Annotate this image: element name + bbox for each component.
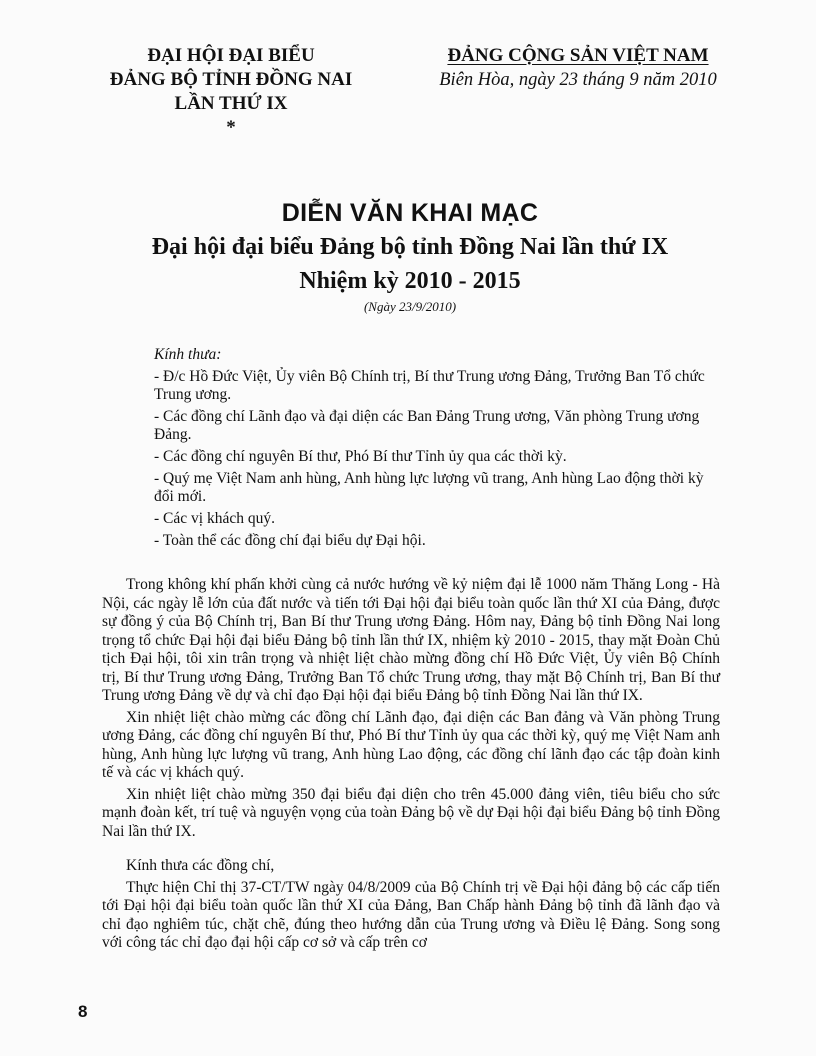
greeting-item: - Đ/c Hồ Đức Việt, Ủy viên Bộ Chính trị, Bí thư Trung ương Đảng, Trưởng Ban Tổ chức Trung ương. <box>154 368 705 403</box>
place-date: Biên Hòa, ngày 23 tháng 9 năm 2010 <box>439 70 717 90</box>
body-paragraph: Thực hiện Chỉ thị 37-CT/TW ngày 04/8/2009 của Bộ Chính trị về Đại hội đảng bộ các cấp tiến tới Đại hội đại biểu toàn quốc lần thứ XI của Đảng, Ban Chấp hành Đảng bộ tỉnh đã lãnh đạo và chỉ đạo nghiêm túc, chặt chẽ, đúng theo hướng dẫn của Trung ương và Điều lệ Đảng. Song song với công tác chỉ đạo đại hội cấp cơ sở và cấp trên cơ <box>102 878 720 951</box>
greeting-item: - Các đồng chí Lãnh đạo và đại diện các Ban Đảng Trung ương, Văn phòng Trung ương Đảng. <box>154 408 700 443</box>
greeting-item: - Quý mẹ Việt Nam anh hùng, Anh hùng lực lượng vũ trang, Anh hùng Lao động thời kỳ đổi mới. <box>154 470 704 505</box>
body-paragraph: Xin nhiệt liệt chào mừng các đồng chí Lãnh đạo, đại diện các Ban đảng và Văn phòng Trung ương Đảng, các đồng chí nguyên Bí thư, Phó Bí thư Tỉnh ủy qua các thời kỳ, quý mẹ Việt Nam anh hùng, Anh hùng lực lượng vũ trang, Anh hùng Lao động, các đồng chí lãnh đạo các tập đoàn kinh tế và các vị khách quý. <box>102 708 720 781</box>
congress-name-line1: ĐẠI HỘI ĐẠI BIỂU <box>147 45 315 66</box>
greeting-item: - Các vị khách quý. <box>154 510 275 527</box>
body-paragraph: Trong không khí phấn khởi cùng cả nước hướng về kỷ niệm đại lễ 1000 năm Thăng Long - Hà Nội, các ngày lễ lớn của đất nước và tiến tới Đại hội đại biểu toàn quốc lần thứ XI của Đảng, được sự đồng ý của Bộ Chính trị, Ban Bí thư Trung ương Đảng. Hôm nay, Đảng bộ tỉnh Đồng Nai long trọng tổ chức Đại hội đại biểu Đảng bộ tỉnh lần thứ IX, nhiệm kỳ 2010 - 2015, thay mặt Đoàn Chủ tịch Đại hội, tôi xin trân trọng và nhiệt liệt chào mừng đồng chí Hồ Đức Việt, Ủy viên Bộ Chính trị, Bí thư Trung ương Đảng, Trưởng Ban Tổ chức Trung ương, thay mặt Bộ Chính trị, Ban Bí thư Trung ương Đảng về dự và chỉ đạo Đại hội đại biểu Đảng bộ tỉnh Đồng Nai lần thứ IX. <box>102 576 720 704</box>
congress-name-line3: LẦN THỨ IX <box>174 93 288 114</box>
document-title: DIỄN VĂN KHAI MẠC <box>281 199 539 227</box>
party-name: ĐẢNG CỘNG SẢN VIỆT NAM <box>447 45 709 66</box>
greeting-item: - Toàn thể các đồng chí đại biểu dự Đại hội. <box>154 532 426 549</box>
term-subtitle: Nhiệm kỳ 2010 - 2015 <box>299 268 521 294</box>
speech-body <box>102 576 720 953</box>
greeting-item: - Các đồng chí nguyên Bí thư, Phó Bí thư Tỉnh ủy qua các thời kỳ. <box>154 448 567 465</box>
greeting-opening: Kính thưa: <box>154 346 222 363</box>
salutation: Kính thưa các đồng chí, <box>126 857 275 874</box>
header-left <box>86 44 376 140</box>
body-paragraph: Xin nhiệt liệt chào mừng 350 đại biểu đại diện cho trên 45.000 đảng viên, tiêu biểu cho sức mạnh đoàn kết, trí tuệ và nguyện vọng của toàn Đảng bộ về dự Đại hội đại biểu Đảng bộ tỉnh Đồng Nai lần thứ IX. <box>102 785 720 840</box>
congress-name-line2: ĐẢNG BỘ TỈNH ĐỒNG NAI <box>109 69 353 90</box>
title-block <box>60 196 760 316</box>
asterisk-mark: * <box>226 117 236 138</box>
page-number: 8 <box>78 1002 88 1021</box>
speech-date: (Ngày 23/9/2010) <box>363 299 457 314</box>
greeting-list <box>154 346 720 554</box>
document-subtitle: Đại hội đại biểu Đảng bộ tỉnh Đồng Nai lần thứ IX <box>151 234 669 260</box>
header-right <box>408 44 748 92</box>
